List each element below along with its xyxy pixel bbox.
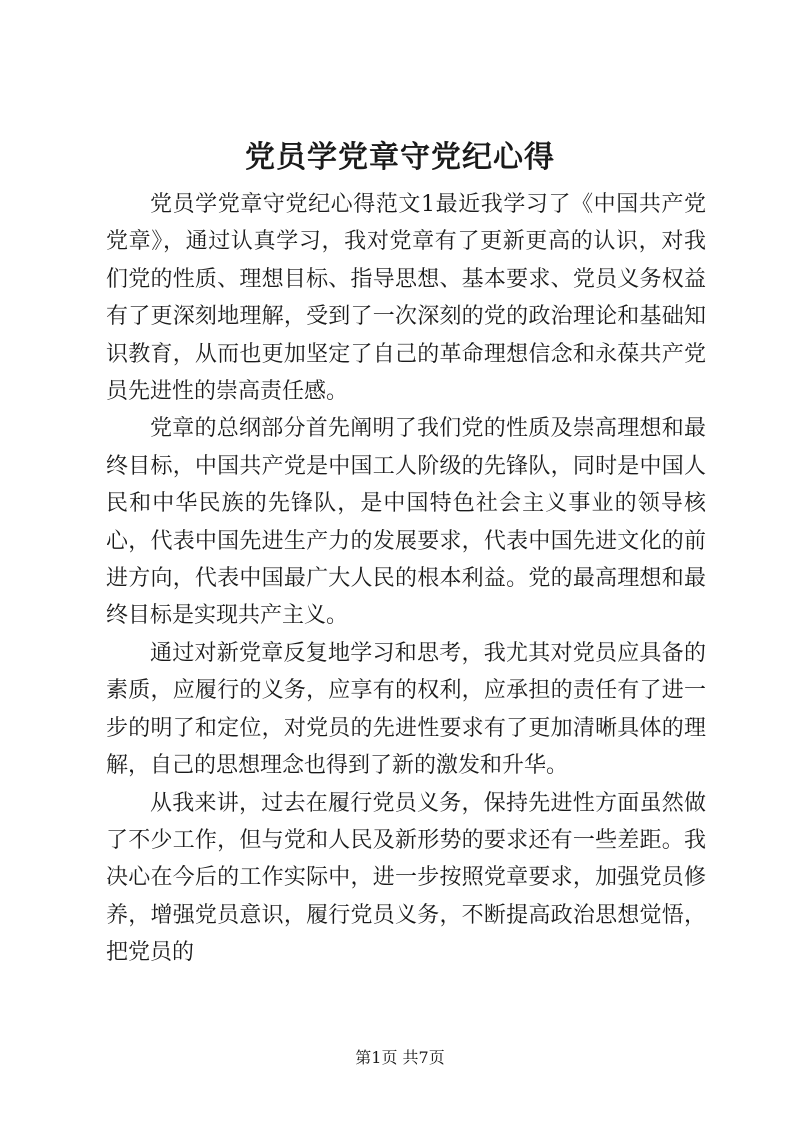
page-footer: 第1页 共7页: [355, 1048, 445, 1067]
paragraph-1: 党员学党章守党纪心得范文1最近我学习了《中国共产党党章》，通过认真学习，我对党章有了更新更高的认识，对我们党的性质、理想目标、指导思想、基本要求、党员义务权益有了更深刻地理解，受到了一次深刻的党的政治理论和基础知识教育，从而也更加坚定了自己的革命理想信念和永葆共产党员先进性的崇高责任感。: [106, 192, 706, 405]
document-title: 党员学党章守党纪心得: [245, 140, 555, 175]
paragraph-3: 通过对新党章反复地学习和思考，我尤其对党员应具备的素质，应履行的义务，应享有的权利，应承担的责任有了进一步的明了和定位，对党员的先进性要求有了更加清晰具体的理解，自己的思想理念也得到了新的激发和升华。: [106, 640, 706, 779]
document-body: [106, 186, 706, 972]
paragraph-2: 党章的总纲部分首先阐明了我们党的性质及崇高理想和最终目标，中国共产党是中国工人阶级的先锋队，同时是中国人民和中华民族的先锋队，是中国特色社会主义事业的领导核心，代表中国先进生产力的发展要求，代表中国先进文化的前进方向，代表中国最广大人民的根本利益。党的最高理想和最终目标是实现共产主义。: [106, 416, 706, 629]
paragraph-4: 从我来讲，过去在履行党员义务，保持先进性方面虽然做了不少工作，但与党和人民及新形势的要求还有一些差距。我决心在今后的工作实际中，进一步按照党章要求，加强党员修养，增强党员意识，履行党员义务，不断提高政治思想觉悟，把党员的: [106, 790, 706, 966]
